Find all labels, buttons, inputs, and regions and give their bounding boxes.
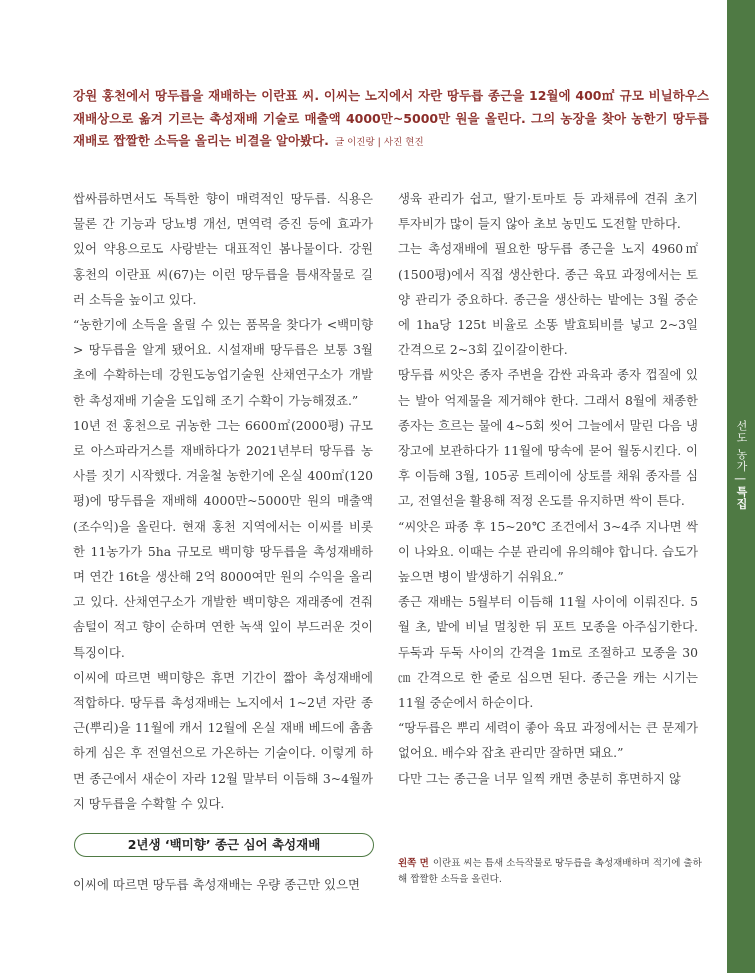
- body-paragraph: “씨앗은 파종 후 15~20℃ 조건에서 3~4주 지나면 싹이 나와요. 이때는 수분 관리에 유의해야 합니다. 습도가 높으면 병이 발생하기 쉬워요.”: [398, 518, 698, 585]
- body-paragraph: 땅두릅 씨앗은 종자 주변을 감싼 과육과 종자 껍질에 있는 발아 억제물을 제거해야 한다. 그래서 8월에 채종한 종자는 흐르는 물에 4~5회 씻어 그늘에서 말린 다음 냉장고에 보관하다가 11월에 땅속에 묻어 월동시킨다. 이후 이듬해 3월, 105공 트레이에 상토를 채워 종자를 심고, 전열선을 활용해 적정 온도를 유지하면 싹이 튼다.: [398, 367, 698, 509]
- body-paragraph: 종근 재배는 5월부터 이듬해 11월 사이에 이뤄진다. 5월 초, 밭에 비닐 멀칭한 뒤 포트 모종을 아주심기한다. 두둑과 두둑 사이의 간격을 1m로 조절하고 모종을 30㎝ 간격으로 한 줄로 심으면 된다. 종근을 캐는 시기는 11월 중순에서 하순이다.: [398, 594, 698, 711]
- body-paragraph: “농한기에 소득을 올릴 수 있는 품목을 찾다가 <백미향> 땅두릅을 알게 됐어요. 시설재배 땅두릅은 보통 3월 초에 수확하는데 강원도농업기술원 산채연구소가 개발한 촉성재배 기술을 도입해 조기 수확이 가능해졌죠.”: [73, 317, 373, 408]
- caption-label: 왼쪽 면: [398, 858, 429, 869]
- right-column: [398, 186, 698, 791]
- intro-text: 강원 홍천에서 땅두릅을 재배하는 이란표 씨. 이씨는 노지에서 자란 땅두릅 종근을 12월에 400㎡ 규모 비닐하우스 재배상으로 옮겨 기르는 촉성재배 기술로 매출액 4000만~5000만 원을 올린다. 그의 농장을 찾아 농한기 땅두릅 재배로 짭짤한 소득을 올리는 비결을 알아봤다.: [73, 88, 709, 148]
- body-paragraph: “땅두릅은 뿌리 세력이 좋아 육묘 과정에서는 큰 문제가 없어요. 배수와 잡초 관리만 잘하면 돼요.”: [398, 720, 698, 761]
- left-column: [73, 186, 373, 816]
- photo-caption: [398, 856, 708, 888]
- body-paragraph: 쌉싸름하면서도 독특한 향이 매력적인 땅두릅. 식용은 물론 간 기능과 당뇨병 개선, 면역력 증진 등에 효과가 있어 약용으로도 사랑받는 대표적인 봄나물이다. 강원 홍천의 이란표 씨(67)는 이런 땅두릅을 틈새작물로 길러 소득을 높이고 있다.: [73, 191, 373, 307]
- sidebar-category: 특집: [735, 486, 748, 511]
- body-paragraph: 이씨에 따르면 백미향은 휴면 기간이 짧아 촉성재배에 적합하다. 땅두릅 촉성재배는 노지에서 1~2년 자란 종근(뿌리)을 11월에 캐서 12월에 온실 재배 베드에 촘촘하게 심은 후 전열선으로 가온하는 기술이다. 이렇게 하면 종근에서 새순이 자라 12월 말부터 이듬해 3~4월까지 땅두릅을 수확할 수 있다.: [73, 669, 373, 811]
- section-subheading: 2년생 ‘백미향’ 종근 심어 촉성재배: [74, 833, 374, 857]
- body-paragraph: 다만 그는 종근을 너무 일찍 캐면 충분히 휴면하지 않: [398, 770, 681, 786]
- body-paragraph: 이씨에 따르면 땅두릅 촉성재배는 우량 종근만 있으면: [73, 877, 360, 892]
- intro-lead: [73, 85, 709, 155]
- caption-text: 이란표 씨는 틈새 소득작물로 땅두릅을 촉성재배하며 적기에 출하해 짭짤한 소득을 올린다.: [398, 858, 702, 885]
- sidebar-separator: |: [734, 477, 748, 482]
- body-paragraph: 10년 전 홍천으로 귀농한 그는 6600㎡(2000평) 규모로 아스파라거스를 재배하다가 2021년부터 땅두릅 농사를 짓기 시작했다. 겨울철 농한기에 온실 400㎡(120평)에 땅두릅을 재배해 4000만~5000만 원의 매출액(조수익)을 올린다. 현재 홍천 지역에서는 이씨를 비롯한 11농가가 5ha 규모로 백미향 땅두릅을 촉성재배하며 연간 16t을 생산해 2억 8000여만 원의 수익을 올리고 있다. 산채연구소가 개발한 백미향은 재래종에 견줘 솜털이 적고 향이 순하며 연한 녹색 잎이 부드러운 것이 특징이다.: [73, 417, 373, 660]
- body-paragraph: 그는 촉성재배에 필요한 땅두릅 종근을 노지 4960㎡(1500평)에서 직접 생산한다. 종근 육묘 과정에서는 토양 관리가 중요하다. 종근을 생산하는 밭에는 3월 중순에 1ha당 125t 비율로 소똥 발효퇴비를 넣고 2~3일 간격으로 2~3회 깊이갈이한다.: [398, 241, 698, 358]
- sidebar-section: 선도 농가: [735, 420, 748, 473]
- byline-credit: 글 이진랑 | 사진 현진: [334, 137, 424, 148]
- body-paragraph: 생육 관리가 쉽고, 딸기·토마토 등 과채류에 견줘 초기 투자비가 많이 들지 않아 초보 농민도 도전할 만하다.: [398, 191, 698, 232]
- sidebar-label: [727, 420, 755, 540]
